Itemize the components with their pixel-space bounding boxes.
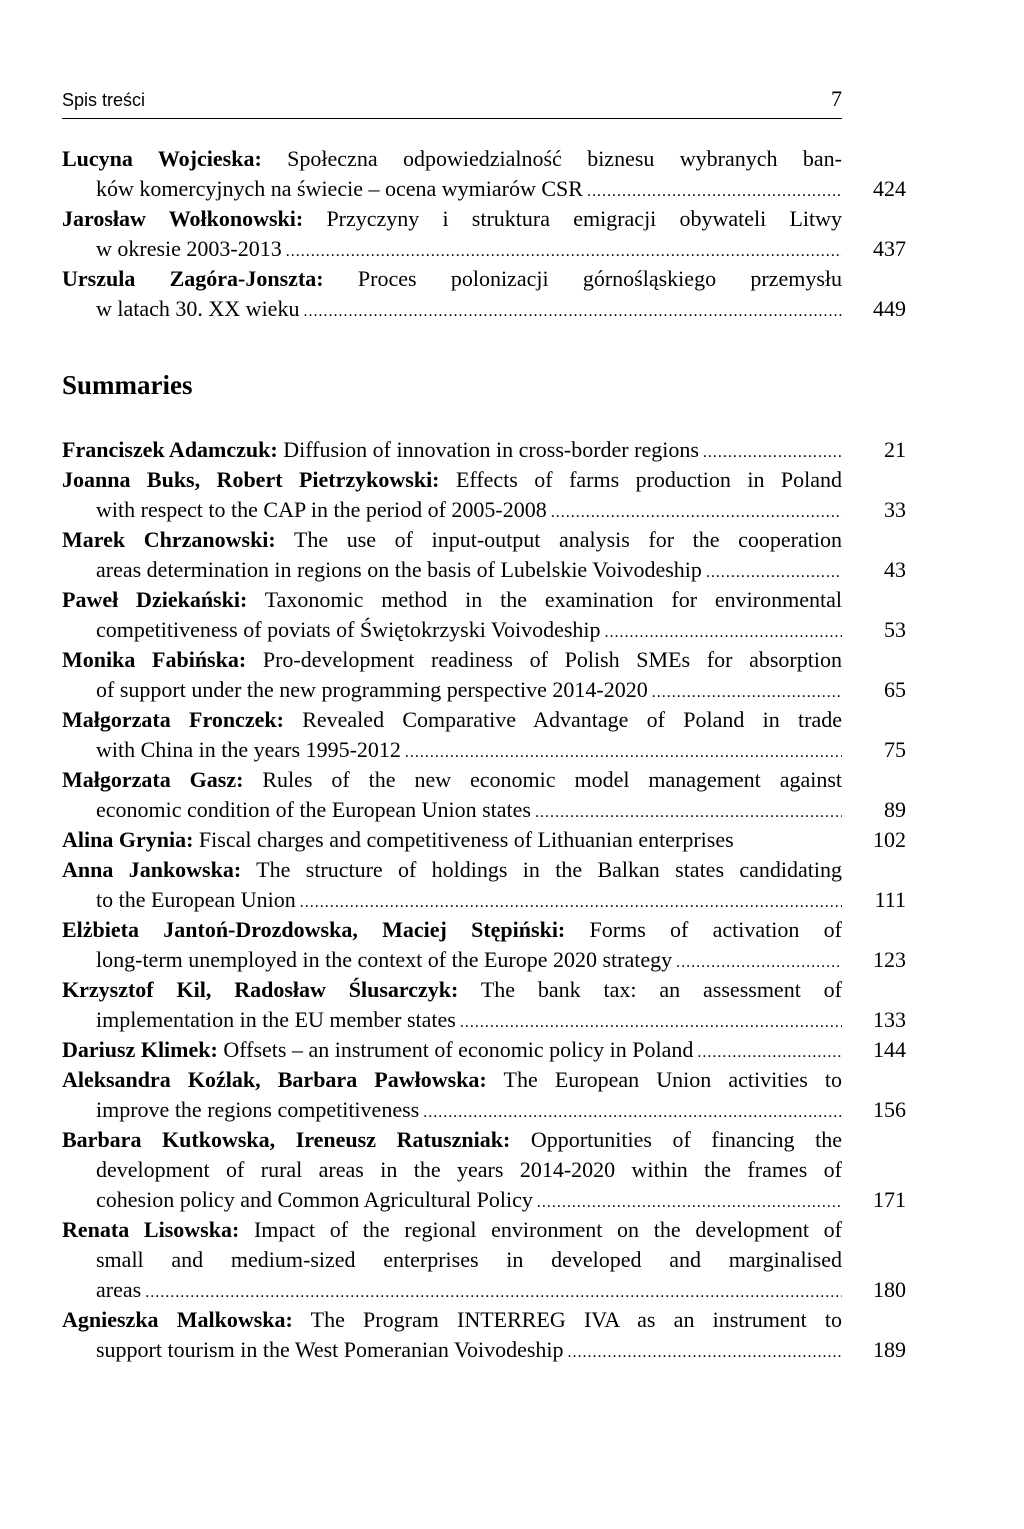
- dot-leader: [605, 618, 842, 648]
- toc-author: Joanna Buks, Robert Pietrzykowski:: [62, 467, 440, 492]
- toc-title: Rules of the new economic model management against: [262, 767, 843, 792]
- toc-title: support tourism in the West Pomeranian Voivodeship: [96, 1337, 564, 1362]
- toc-author: Dariusz Klimek:: [62, 1037, 218, 1062]
- toc-entry[interactable]: [62, 264, 906, 324]
- toc-line: [62, 975, 842, 1005]
- toc-line: [62, 645, 842, 675]
- toc-line: [62, 1275, 842, 1305]
- toc-page: 424: [873, 176, 906, 201]
- toc-title: Effects of farms production in Poland: [455, 467, 843, 492]
- toc-title: of support under the new programming perspective 2014-2020: [96, 677, 648, 702]
- toc-author: Paweł Dziekański:: [62, 587, 248, 612]
- toc-line: [62, 855, 842, 885]
- toc-line: [62, 1215, 842, 1245]
- toc-page: 437: [873, 236, 906, 261]
- dot-leader: [405, 738, 842, 768]
- toc-line: [62, 1335, 842, 1365]
- toc-title: Revealed Comparative Advantage of Poland in trade: [302, 707, 843, 732]
- dot-leader: [676, 948, 842, 978]
- toc-line: [62, 915, 842, 945]
- toc-list-summaries: [62, 435, 906, 1365]
- toc-line: [62, 1095, 842, 1125]
- toc-title: with China in the years 1995-2012: [96, 737, 401, 762]
- toc-author: Renata Lisowska:: [62, 1217, 240, 1242]
- toc-entry[interactable]: [62, 1035, 906, 1065]
- toc-line: [62, 1245, 842, 1275]
- dot-leader: [286, 237, 842, 267]
- dot-leader: [145, 1278, 842, 1308]
- toc-line: [62, 1125, 842, 1155]
- toc-title: Forms of activation of: [589, 917, 843, 942]
- toc-title: The European Union activities to: [503, 1067, 842, 1092]
- dot-leader: [652, 678, 842, 708]
- dot-leader: [460, 1008, 842, 1038]
- toc-page: 123: [873, 947, 906, 972]
- toc-entry[interactable]: [62, 525, 906, 585]
- toc-line: [62, 1185, 842, 1215]
- toc-line: [62, 525, 842, 555]
- toc-line: [62, 144, 842, 174]
- toc-title: Społeczna odpowiedzialność biznesu wybranych ban-: [287, 146, 843, 171]
- toc-entry[interactable]: [62, 975, 906, 1035]
- toc-author: Lucyna Wojcieska:: [62, 146, 262, 171]
- dot-leader: [568, 1338, 842, 1368]
- dot-leader: [587, 177, 842, 207]
- dot-leader: [423, 1098, 842, 1128]
- toc-title: Impact of the regional environment on the development of: [253, 1217, 842, 1242]
- toc-title: areas determination in regions on the basis of Lubelskie Voivodeship: [96, 557, 702, 582]
- toc-author: Marek Chrzanowski:: [62, 527, 276, 552]
- toc-page: 33: [884, 497, 906, 522]
- toc-entry[interactable]: [62, 144, 906, 204]
- toc-entry[interactable]: [62, 1125, 906, 1215]
- toc-line: [62, 885, 842, 915]
- toc-author: Elżbieta Jantoń-Drozdowska, Maciej Stępiński:: [62, 917, 566, 942]
- dot-leader: [300, 888, 842, 918]
- toc-entry[interactable]: [62, 1305, 906, 1365]
- toc-title: w okresie 2003-2013: [96, 236, 282, 261]
- dot-leader: [706, 558, 842, 588]
- toc-author: Małgorzata Gasz:: [62, 767, 244, 792]
- toc-line: [62, 615, 842, 645]
- toc-title: Pro-development readiness of Polish SMEs for absorption: [262, 647, 842, 672]
- toc-title: The Program INTERREG IVA as an instrument to: [310, 1307, 843, 1332]
- toc-title: ków komercyjnych na świecie – ocena wymiarów CSR: [96, 176, 583, 201]
- toc-title: long-term unemployed in the context of the Europe 2020 strategy: [96, 947, 673, 972]
- toc-entry[interactable]: [62, 465, 906, 525]
- toc-title: Offsets – an instrument of economic policy in Poland: [223, 1037, 694, 1062]
- toc-page: 89: [884, 797, 906, 822]
- dot-leader: [697, 1038, 842, 1068]
- toc-line: [62, 234, 842, 264]
- toc-title: Przyczyny i struktura emigracji obywateli Litwy: [326, 206, 842, 231]
- toc-entry[interactable]: [62, 435, 906, 465]
- dot-leader: [537, 1188, 842, 1218]
- toc-page: 144: [873, 1037, 906, 1062]
- toc-title: with respect to the CAP in the period of 2005-2008: [96, 497, 547, 522]
- dot-leader: [535, 798, 842, 828]
- toc-line: [62, 465, 842, 495]
- toc-title: improve the regions competitiveness: [96, 1097, 420, 1122]
- toc-title: The bank tax: an assessment of: [480, 977, 843, 1002]
- toc-title: Diffusion of innovation in cross-border regions: [283, 437, 699, 462]
- toc-line: [62, 675, 842, 705]
- toc-entry[interactable]: [62, 585, 906, 645]
- toc-line: [62, 204, 842, 234]
- toc-title: Fiscal charges and competitiveness of Lithuanian enterprises: [198, 827, 734, 852]
- toc-author: Krzysztof Kil, Radosław Ślusarczyk:: [62, 977, 459, 1002]
- toc-line: [62, 1065, 842, 1095]
- toc-author: Urszula Zagóra-Jonszta:: [62, 266, 324, 291]
- toc-title: The use of input-output analysis for the cooperation: [293, 527, 842, 552]
- toc-line: [62, 495, 842, 525]
- toc-line: [62, 945, 842, 975]
- toc-page: 43: [884, 557, 906, 582]
- toc-title: economic condition of the European Union states: [96, 797, 531, 822]
- toc-page: 53: [884, 617, 906, 642]
- toc-title: implementation in the EU member states: [96, 1007, 456, 1032]
- toc-line: [62, 174, 842, 204]
- toc-line: [62, 735, 842, 765]
- running-title: Spis treści: [62, 90, 146, 110]
- toc-line: [62, 705, 842, 735]
- toc-author: Alina Grynia:: [62, 827, 194, 852]
- toc-title: Opportunities of financing the: [530, 1127, 842, 1152]
- toc-title: The structure of holdings in the Balkan states candidating: [256, 857, 842, 882]
- toc-page: 111: [874, 887, 906, 912]
- toc-page: 171: [873, 1187, 906, 1212]
- toc-entry[interactable]: [62, 855, 906, 915]
- toc-line: [62, 555, 842, 585]
- toc-page: 189: [873, 1337, 906, 1362]
- toc-line: [62, 1035, 842, 1065]
- toc-line: [62, 435, 842, 465]
- toc-entry[interactable]: [62, 204, 906, 264]
- toc-entry[interactable]: [62, 1215, 906, 1305]
- toc-line: [62, 1005, 842, 1035]
- toc-line: [62, 1155, 842, 1185]
- toc-title: Taxonomic method in the examination for environmental: [264, 587, 842, 612]
- running-header: [62, 84, 842, 119]
- toc-author: Franciszek Adamczuk:: [62, 437, 278, 462]
- toc-page: 133: [873, 1007, 906, 1032]
- toc-entry[interactable]: [62, 705, 906, 765]
- toc-line: [62, 765, 842, 795]
- dot-leader: [303, 297, 842, 327]
- toc-entry[interactable]: [62, 1065, 906, 1125]
- toc-title: small and medium-sized enterprises in developed and marginalised: [96, 1247, 842, 1272]
- toc-page: 449: [873, 296, 906, 321]
- toc-title: to the European Union: [96, 887, 296, 912]
- dot-leader: [551, 498, 842, 528]
- toc-page: 180: [873, 1277, 906, 1302]
- toc-title: areas: [96, 1277, 142, 1302]
- toc-page: 102: [873, 827, 906, 852]
- toc-line: [62, 795, 842, 825]
- toc-line: [62, 264, 842, 294]
- toc-entry[interactable]: [62, 765, 906, 825]
- toc-entry[interactable]: [62, 915, 906, 975]
- toc-author: Małgorzata Fronczek:: [62, 707, 284, 732]
- toc-line: [62, 294, 842, 324]
- toc-page: 21: [884, 437, 906, 462]
- toc-title: cohesion policy and Common Agricultural Policy: [96, 1187, 533, 1212]
- toc-line: [62, 1305, 842, 1335]
- toc-author: Aleksandra Koźlak, Barbara Pawłowska:: [62, 1067, 487, 1092]
- toc-list-polish: [62, 144, 906, 324]
- toc-author: Barbara Kutkowska, Ireneusz Ratuszniak:: [62, 1127, 511, 1152]
- toc-page: 65: [884, 677, 906, 702]
- toc-page: 75: [884, 737, 906, 762]
- toc-title: development of rural areas in the years 2014-2020 within the frames of: [96, 1157, 842, 1182]
- toc-author: Anna Jankowska:: [62, 857, 242, 882]
- toc-author: Jarosław Wołkonowski:: [62, 206, 304, 231]
- section-title: Summaries: [62, 370, 193, 400]
- toc-title: Proces polonizacji górnośląskiego przemysłu: [357, 266, 842, 291]
- toc-line: [62, 585, 842, 615]
- toc-author: Monika Fabińska:: [62, 647, 247, 672]
- toc-title: w latach 30. XX wieku: [96, 296, 300, 321]
- page-number: 7: [831, 86, 842, 111]
- toc-title: competitiveness of poviats of Świętokrzyski Voivodeship: [96, 617, 601, 642]
- toc-line: [62, 825, 842, 855]
- toc-page: 156: [873, 1097, 906, 1122]
- toc-entry[interactable]: [62, 825, 906, 855]
- toc-entry[interactable]: [62, 645, 906, 705]
- toc-author: Agnieszka Malkowska:: [62, 1307, 293, 1332]
- dot-leader: [703, 438, 842, 468]
